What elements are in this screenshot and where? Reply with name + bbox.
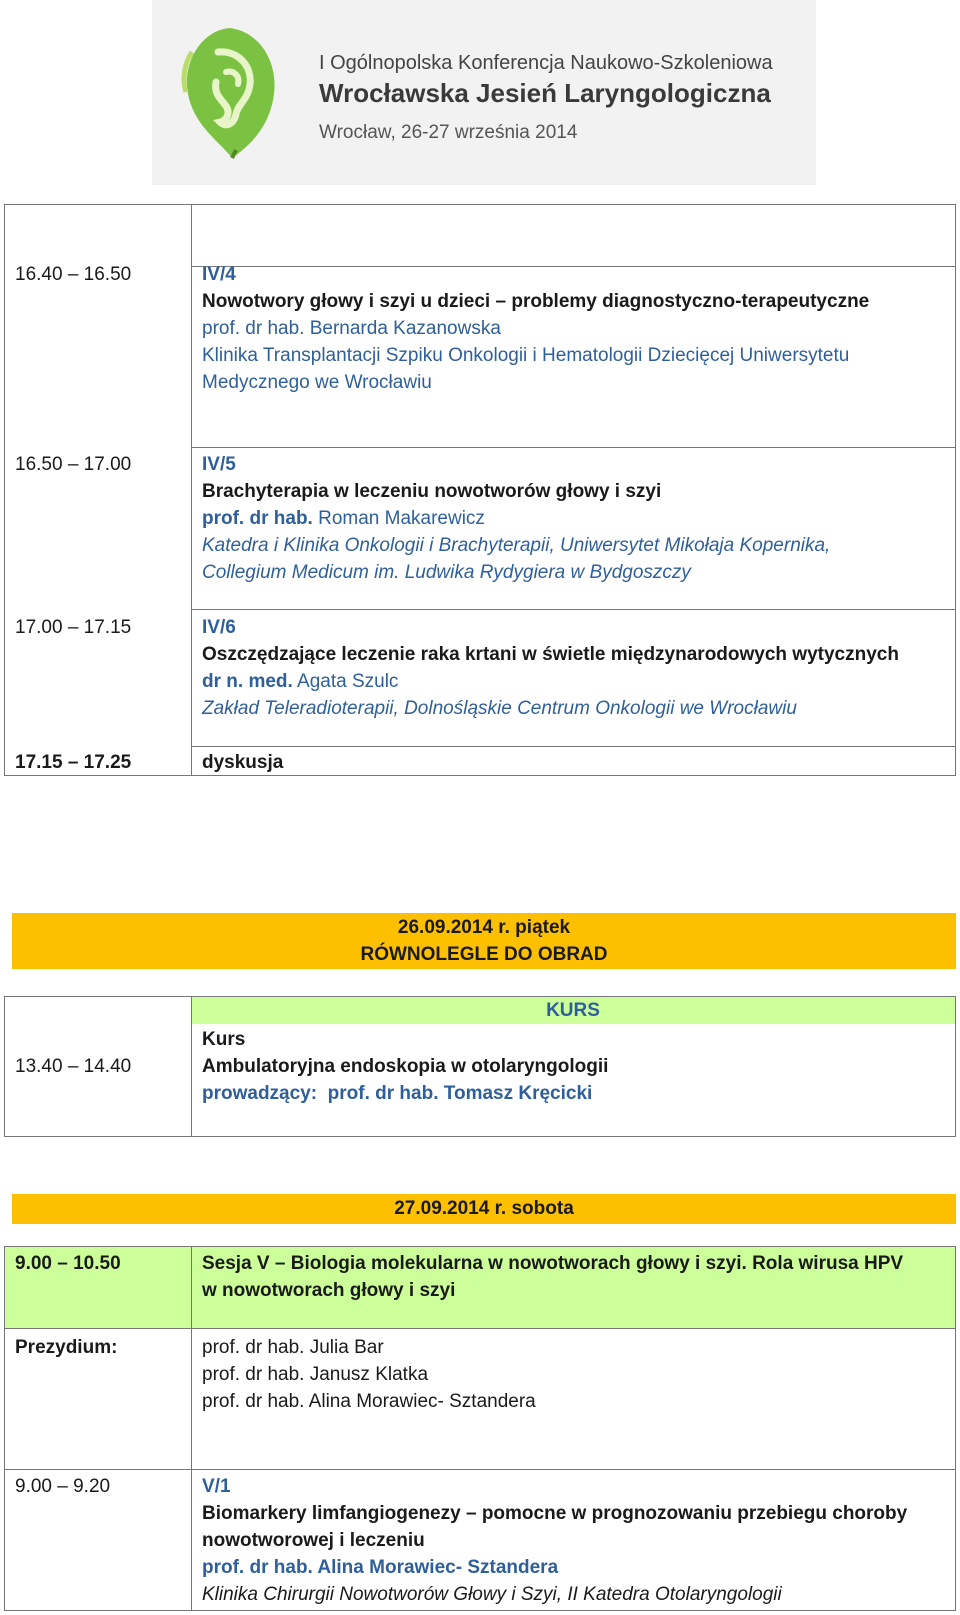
course-content-cell bbox=[192, 997, 956, 1137]
header-title: Wrocławska Jesień Laryngologiczna bbox=[319, 78, 771, 108]
affiliation: Katedra i Klinika Onkologii i Brachyterapii, Uniwersytet Mikołaja Kopernika, bbox=[202, 535, 831, 556]
session-title: w nowotworach głowy i szyi bbox=[202, 1280, 456, 1301]
talk-title: Brachyterapia w leczeniu nowotworów głowy i szyi bbox=[202, 481, 662, 502]
course-label: Kurs bbox=[202, 1029, 246, 1050]
talk-title: Biomarkery limfangiogenezy – pomocne w prognozowaniu przebiegu choroby bbox=[202, 1503, 908, 1524]
course-table bbox=[4, 996, 956, 1137]
session-iv-table bbox=[4, 204, 956, 776]
session-title: Sesja V – Biologia molekularna w nowotworach głowy i szyi. Rola wirusa HPV bbox=[202, 1253, 904, 1274]
presidium-member: prof. dr hab. Alina Morawiec- Sztandera bbox=[202, 1391, 536, 1412]
presidium-member: prof. dr hab. Janusz Klatka bbox=[202, 1364, 429, 1385]
course-time-cell bbox=[5, 997, 192, 1137]
speaker: dr n. med. Agata Szulc bbox=[202, 671, 399, 692]
session-time-cell bbox=[5, 1247, 192, 1329]
ear-leaf-logo-icon bbox=[180, 22, 280, 162]
time-iv-6: 17.00 – 17.15 bbox=[15, 617, 132, 638]
talk-code: IV/6 bbox=[202, 617, 236, 638]
speaker: prof. dr hab. Roman Makarewicz bbox=[202, 508, 485, 529]
presidium-cell bbox=[192, 1329, 956, 1470]
discussion-label: dyskusja bbox=[202, 752, 284, 773]
affiliation: Zakład Teleradioterapii, Dolnośląskie Centrum Onkologii we Wrocławiu bbox=[202, 698, 797, 719]
course-header: KURS bbox=[546, 1000, 600, 1021]
presidium-member: prof. dr hab. Julia Bar bbox=[202, 1337, 384, 1358]
affiliation: Klinika Transplantacji Szpiku Onkologii i Hematologii Dziecięcej Uniwersytetu bbox=[202, 345, 850, 366]
speaker: prof. dr hab. Bernarda Kazanowska bbox=[202, 318, 501, 339]
talk-code: V/1 bbox=[202, 1476, 231, 1497]
session-title-cell bbox=[192, 1247, 956, 1329]
talk-title: Nowotwory głowy i szyi u dzieci – problemy diagnostyczno-terapeutyczne bbox=[202, 291, 870, 312]
time-discussion: 17.15 – 17.25 bbox=[15, 752, 132, 773]
talk-title: nowotworowej i leczeniu bbox=[202, 1530, 425, 1551]
presidium-label: Prezydium: bbox=[15, 1337, 118, 1358]
course-title: Ambulatoryjna endoskopia w otolaryngologii bbox=[202, 1056, 609, 1077]
conference-header bbox=[152, 0, 816, 185]
speaker: prof. dr hab. Alina Morawiec- Sztandera bbox=[202, 1557, 559, 1578]
date-label: 27.09.2014 r. sobota bbox=[394, 1198, 574, 1219]
date-bar-friday bbox=[12, 913, 956, 969]
header-date: Wrocław, 26-27 września 2014 bbox=[319, 122, 578, 143]
time-iv-5: 16.50 – 17.00 bbox=[15, 454, 132, 475]
talk-title: Oszczędzające leczenie raka krtani w świetle międzynarodowych wytycznych bbox=[202, 644, 899, 665]
talk-cell bbox=[192, 1470, 956, 1611]
talk-time: 9.00 – 9.20 bbox=[15, 1476, 111, 1497]
session-time: 9.00 – 10.50 bbox=[15, 1253, 121, 1274]
date-label: 26.09.2014 r. piątek bbox=[397, 917, 571, 938]
time-column bbox=[5, 205, 192, 776]
header-line-1: I Ogólnopolska Konferencja Naukowo-Szkoleniowa bbox=[319, 52, 773, 74]
talk-code: IV/5 bbox=[202, 454, 236, 475]
divider bbox=[192, 609, 955, 610]
divider bbox=[192, 447, 955, 448]
talk-time-cell bbox=[5, 1470, 192, 1611]
blank-subrow bbox=[192, 205, 955, 267]
course-time: 13.40 – 14.40 bbox=[15, 1056, 132, 1077]
divider bbox=[192, 746, 955, 747]
date-bar-saturday bbox=[12, 1194, 956, 1224]
session-v-table bbox=[4, 1246, 956, 1611]
affiliation: Medycznego we Wrocławiu bbox=[202, 372, 432, 393]
course-header-row bbox=[192, 997, 955, 1024]
time-iv-4: 16.40 – 16.50 bbox=[15, 264, 132, 285]
content-column bbox=[192, 205, 956, 776]
presidium-label-cell bbox=[5, 1329, 192, 1470]
talk-code: IV/4 bbox=[202, 264, 236, 285]
parallel-label: RÓWNOLEGLE DO OBRAD bbox=[360, 944, 608, 965]
affiliation: Klinika Chirurgii Nowotworów Głowy i Szyi, II Katedra Otolaryngologii bbox=[202, 1584, 782, 1605]
affiliation: Collegium Medicum im. Ludwika Rydygiera w Bydgoszczy bbox=[202, 562, 691, 583]
course-leader: prowadzący: prof. dr hab. Tomasz Kręcicki bbox=[202, 1083, 593, 1104]
